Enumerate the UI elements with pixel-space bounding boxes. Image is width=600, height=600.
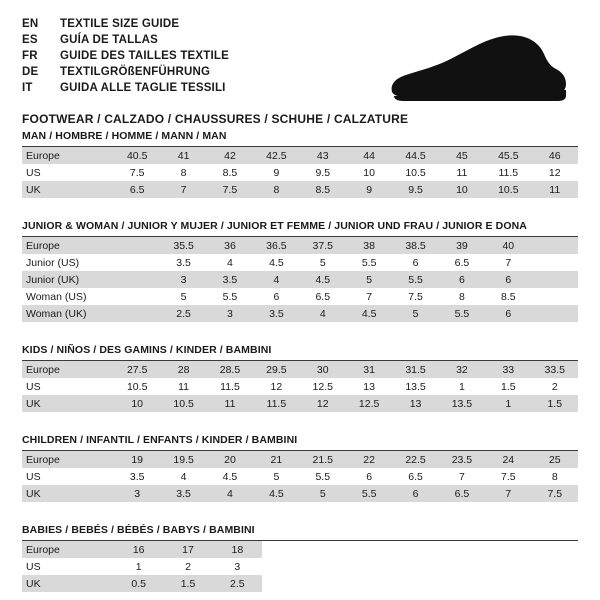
size-table-title: MAN / HOMBRE / HOMME / MANN / MAN bbox=[22, 130, 227, 142]
table-cell: 0.5 bbox=[114, 575, 163, 592]
table-cell: 7 bbox=[485, 254, 531, 271]
table-cell: 13 bbox=[346, 378, 392, 395]
table-cell: 7.5 bbox=[392, 288, 438, 305]
table-cell: 12 bbox=[253, 378, 299, 395]
table-cell: 5 bbox=[300, 254, 346, 271]
size-table-group bbox=[22, 220, 578, 322]
row-header: UK bbox=[22, 181, 114, 198]
table-cell: 6 bbox=[485, 305, 531, 322]
table-cell: 30 bbox=[300, 361, 346, 378]
table-cell: 18 bbox=[213, 541, 262, 558]
table-row bbox=[22, 147, 578, 164]
table-cell: 3.5 bbox=[253, 305, 299, 322]
table-cell: 5.5 bbox=[439, 305, 485, 322]
table-cell: 42 bbox=[207, 147, 253, 164]
table-cell: 5 bbox=[346, 271, 392, 288]
table-row bbox=[22, 395, 578, 412]
language-title: TEXTILGRÖßENFÜHRUNG bbox=[60, 66, 211, 78]
row-header: Junior (US) bbox=[22, 254, 114, 271]
size-table bbox=[22, 361, 578, 412]
table-cell: 7 bbox=[346, 288, 392, 305]
table-cell: 5 bbox=[160, 288, 206, 305]
table-cell bbox=[532, 237, 578, 254]
table-cell: 4 bbox=[300, 305, 346, 322]
table-cell: 36 bbox=[207, 237, 253, 254]
table-cell bbox=[532, 254, 578, 271]
row-header: US bbox=[22, 164, 114, 181]
table-cell: 3.5 bbox=[160, 485, 206, 502]
table-row bbox=[22, 237, 578, 254]
table-cell: 4 bbox=[160, 468, 206, 485]
table-cell: 13 bbox=[392, 395, 438, 412]
table-cell: 35.5 bbox=[160, 237, 206, 254]
table-cell: 6 bbox=[253, 288, 299, 305]
table-cell: 38 bbox=[346, 237, 392, 254]
table-cell: 1.5 bbox=[532, 395, 578, 412]
table-cell: 9.5 bbox=[392, 181, 438, 198]
table-cell: 33 bbox=[485, 361, 531, 378]
table-cell: 9.5 bbox=[300, 164, 346, 181]
table-cell: 8 bbox=[439, 288, 485, 305]
table-cell: 3 bbox=[213, 558, 262, 575]
table-cell: 10.5 bbox=[160, 395, 206, 412]
size-table-group bbox=[22, 344, 578, 412]
table-cell: 2.5 bbox=[160, 305, 206, 322]
table-cell: 17 bbox=[163, 541, 212, 558]
language-code: FR bbox=[22, 50, 38, 62]
row-header: UK bbox=[22, 395, 114, 412]
table-cell: 4 bbox=[207, 485, 253, 502]
table-cell: 44.5 bbox=[392, 147, 438, 164]
language-row bbox=[22, 16, 578, 32]
table-cell bbox=[114, 254, 160, 271]
table-cell: 6.5 bbox=[392, 468, 438, 485]
table-cell: 31 bbox=[346, 361, 392, 378]
table-cell: 44 bbox=[346, 147, 392, 164]
table-cell: 23.5 bbox=[439, 451, 485, 468]
table-cell: 5.5 bbox=[300, 468, 346, 485]
table-cell: 3 bbox=[114, 485, 160, 502]
row-header: US bbox=[22, 378, 114, 395]
table-row bbox=[22, 541, 262, 558]
table-cell: 11 bbox=[160, 378, 206, 395]
size-table bbox=[22, 237, 578, 322]
table-cell: 3 bbox=[160, 271, 206, 288]
table-cell: 12.5 bbox=[346, 395, 392, 412]
document-header bbox=[22, 16, 578, 126]
table-cell: 36.5 bbox=[253, 237, 299, 254]
table-cell: 1 bbox=[114, 558, 163, 575]
row-header: Europe bbox=[22, 361, 114, 378]
table-row bbox=[22, 305, 578, 322]
table-cell: 19 bbox=[114, 451, 160, 468]
table-cell: 11 bbox=[439, 164, 485, 181]
row-header: Woman (US) bbox=[22, 288, 114, 305]
table-cell: 28.5 bbox=[207, 361, 253, 378]
row-header: Europe bbox=[22, 451, 114, 468]
table-cell: 9 bbox=[253, 164, 299, 181]
table-cell: 21 bbox=[253, 451, 299, 468]
table-cell bbox=[114, 237, 160, 254]
row-header: UK bbox=[22, 575, 114, 592]
size-table-title: KIDS / NIÑOS / DES GAMINS / KINDER / BAMBINI bbox=[22, 344, 272, 356]
table-cell: 43 bbox=[300, 147, 346, 164]
table-cell bbox=[114, 271, 160, 288]
language-title: TEXTILE SIZE GUIDE bbox=[60, 18, 180, 30]
table-cell: 8.5 bbox=[485, 288, 531, 305]
table-cell bbox=[532, 305, 578, 322]
size-table bbox=[22, 451, 578, 502]
table-cell: 6.5 bbox=[439, 254, 485, 271]
table-cell: 6.5 bbox=[114, 181, 160, 198]
table-cell: 3 bbox=[207, 305, 253, 322]
table-cell: 6 bbox=[392, 485, 438, 502]
table-cell: 1.5 bbox=[163, 575, 212, 592]
table-cell: 7 bbox=[439, 468, 485, 485]
table-cell: 3.5 bbox=[160, 254, 206, 271]
table-row bbox=[22, 451, 578, 468]
table-cell: 11.5 bbox=[253, 395, 299, 412]
table-cell: 1.5 bbox=[485, 378, 531, 395]
row-header: Europe bbox=[22, 147, 114, 164]
size-table-group bbox=[22, 130, 578, 198]
table-cell: 2 bbox=[532, 378, 578, 395]
table-cell: 29.5 bbox=[253, 361, 299, 378]
table-cell: 7 bbox=[160, 181, 206, 198]
table-cell: 1 bbox=[485, 395, 531, 412]
table-cell: 12 bbox=[532, 164, 578, 181]
table-cell: 46 bbox=[532, 147, 578, 164]
table-cell: 37.5 bbox=[300, 237, 346, 254]
table-cell: 39 bbox=[439, 237, 485, 254]
language-code: EN bbox=[22, 18, 39, 30]
table-row bbox=[22, 181, 578, 198]
language-title: GUIDE DES TAILLES TEXTILE bbox=[60, 50, 229, 62]
table-cell: 4.5 bbox=[253, 254, 299, 271]
table-cell: 5 bbox=[300, 485, 346, 502]
table-cell: 7.5 bbox=[207, 181, 253, 198]
table-cell: 41 bbox=[160, 147, 206, 164]
table-cell: 31.5 bbox=[392, 361, 438, 378]
table-cell: 42.5 bbox=[253, 147, 299, 164]
table-cell bbox=[114, 305, 160, 322]
language-code: ES bbox=[22, 34, 38, 46]
table-cell: 3.5 bbox=[207, 271, 253, 288]
table-cell: 45.5 bbox=[485, 147, 531, 164]
table-cell: 2.5 bbox=[213, 575, 262, 592]
table-cell: 4.5 bbox=[346, 305, 392, 322]
table-cell: 1 bbox=[439, 378, 485, 395]
table-cell: 6 bbox=[346, 468, 392, 485]
table-cell: 4.5 bbox=[253, 485, 299, 502]
table-cell: 33.5 bbox=[532, 361, 578, 378]
size-table-group bbox=[22, 524, 578, 592]
table-row bbox=[22, 468, 578, 485]
table-cell: 22.5 bbox=[392, 451, 438, 468]
language-code: DE bbox=[22, 66, 39, 78]
table-cell: 10.5 bbox=[392, 164, 438, 181]
table-cell: 6.5 bbox=[439, 485, 485, 502]
table-cell: 25 bbox=[532, 451, 578, 468]
table-cell: 16 bbox=[114, 541, 163, 558]
table-cell: 20 bbox=[207, 451, 253, 468]
table-cell: 6.5 bbox=[300, 288, 346, 305]
table-cell: 4 bbox=[253, 271, 299, 288]
table-cell: 4 bbox=[207, 254, 253, 271]
table-cell: 12 bbox=[300, 395, 346, 412]
table-cell: 10.5 bbox=[114, 378, 160, 395]
size-table-title: JUNIOR & WOMAN / JUNIOR Y MUJER / JUNIOR ET FEMME / JUNIOR UND FRAU / JUNIOR E DONA bbox=[22, 220, 527, 232]
table-cell bbox=[114, 288, 160, 305]
row-header: US bbox=[22, 558, 114, 575]
table-cell: 27.5 bbox=[114, 361, 160, 378]
table-cell: 5.5 bbox=[207, 288, 253, 305]
table-cell: 12.5 bbox=[300, 378, 346, 395]
table-row bbox=[22, 378, 578, 395]
row-header: Junior (UK) bbox=[22, 271, 114, 288]
table-cell: 9 bbox=[346, 181, 392, 198]
row-header: Europe bbox=[22, 237, 114, 254]
dress-shoe-icon bbox=[380, 32, 570, 104]
table-row bbox=[22, 575, 262, 592]
table-cell: 6 bbox=[392, 254, 438, 271]
table-cell: 45 bbox=[439, 147, 485, 164]
language-title: GUIDA ALLE TAGLIE TESSILI bbox=[60, 82, 226, 94]
table-cell: 10 bbox=[346, 164, 392, 181]
table-cell: 5 bbox=[253, 468, 299, 485]
size-table bbox=[22, 147, 578, 198]
table-cell: 40 bbox=[485, 237, 531, 254]
table-cell: 3.5 bbox=[114, 468, 160, 485]
table-cell: 19.5 bbox=[160, 451, 206, 468]
table-cell: 28 bbox=[160, 361, 206, 378]
table-cell bbox=[532, 271, 578, 288]
size-table-title: CHILDREN / INFANTIL / ENFANTS / KINDER / BAMBINI bbox=[22, 434, 298, 446]
table-cell: 6 bbox=[485, 271, 531, 288]
table-cell: 4.5 bbox=[207, 468, 253, 485]
table-cell: 5 bbox=[392, 305, 438, 322]
table-cell bbox=[532, 288, 578, 305]
row-header: Europe bbox=[22, 541, 114, 558]
table-cell: 11 bbox=[207, 395, 253, 412]
table-cell: 8 bbox=[253, 181, 299, 198]
table-row bbox=[22, 558, 262, 575]
table-cell: 21.5 bbox=[300, 451, 346, 468]
table-cell: 4.5 bbox=[300, 271, 346, 288]
table-cell: 7 bbox=[485, 485, 531, 502]
language-code: IT bbox=[22, 82, 33, 94]
table-cell: 11.5 bbox=[207, 378, 253, 395]
table-cell: 13.5 bbox=[392, 378, 438, 395]
table-cell: 7.5 bbox=[532, 485, 578, 502]
table-cell: 8.5 bbox=[300, 181, 346, 198]
table-cell: 11.5 bbox=[485, 164, 531, 181]
table-cell: 11 bbox=[532, 181, 578, 198]
table-row bbox=[22, 254, 578, 271]
table-cell: 7.5 bbox=[114, 164, 160, 181]
size-table-group bbox=[22, 434, 578, 502]
table-cell: 24 bbox=[485, 451, 531, 468]
table-cell: 2 bbox=[163, 558, 212, 575]
table-cell: 8 bbox=[532, 468, 578, 485]
table-cell: 13.5 bbox=[439, 395, 485, 412]
table-cell: 10.5 bbox=[485, 181, 531, 198]
row-header: Woman (UK) bbox=[22, 305, 114, 322]
table-cell: 38.5 bbox=[392, 237, 438, 254]
table-row bbox=[22, 164, 578, 181]
table-cell: 6 bbox=[439, 271, 485, 288]
table-cell: 5.5 bbox=[346, 485, 392, 502]
table-cell: 8.5 bbox=[207, 164, 253, 181]
table-cell: 10 bbox=[114, 395, 160, 412]
table-row bbox=[22, 485, 578, 502]
table-cell: 40.5 bbox=[114, 147, 160, 164]
row-header: UK bbox=[22, 485, 114, 502]
table-row bbox=[22, 361, 578, 378]
table-cell: 5.5 bbox=[392, 271, 438, 288]
table-row bbox=[22, 271, 578, 288]
table-cell: 32 bbox=[439, 361, 485, 378]
table-cell: 5.5 bbox=[346, 254, 392, 271]
row-header: US bbox=[22, 468, 114, 485]
section-title: FOOTWEAR / CALZADO / CHAUSSURES / SCHUHE / CALZATURE bbox=[22, 112, 409, 126]
table-cell: 8 bbox=[160, 164, 206, 181]
size-table-title: BABIES / BEBÉS / BÉBÉS / BABYS / BAMBINI bbox=[22, 524, 255, 536]
size-table bbox=[22, 541, 262, 592]
size-tables bbox=[22, 130, 578, 592]
language-title: GUÍA DE TALLAS bbox=[60, 34, 158, 46]
table-cell: 22 bbox=[346, 451, 392, 468]
table-cell: 10 bbox=[439, 181, 485, 198]
table-row bbox=[22, 288, 578, 305]
table-cell: 7.5 bbox=[485, 468, 531, 485]
